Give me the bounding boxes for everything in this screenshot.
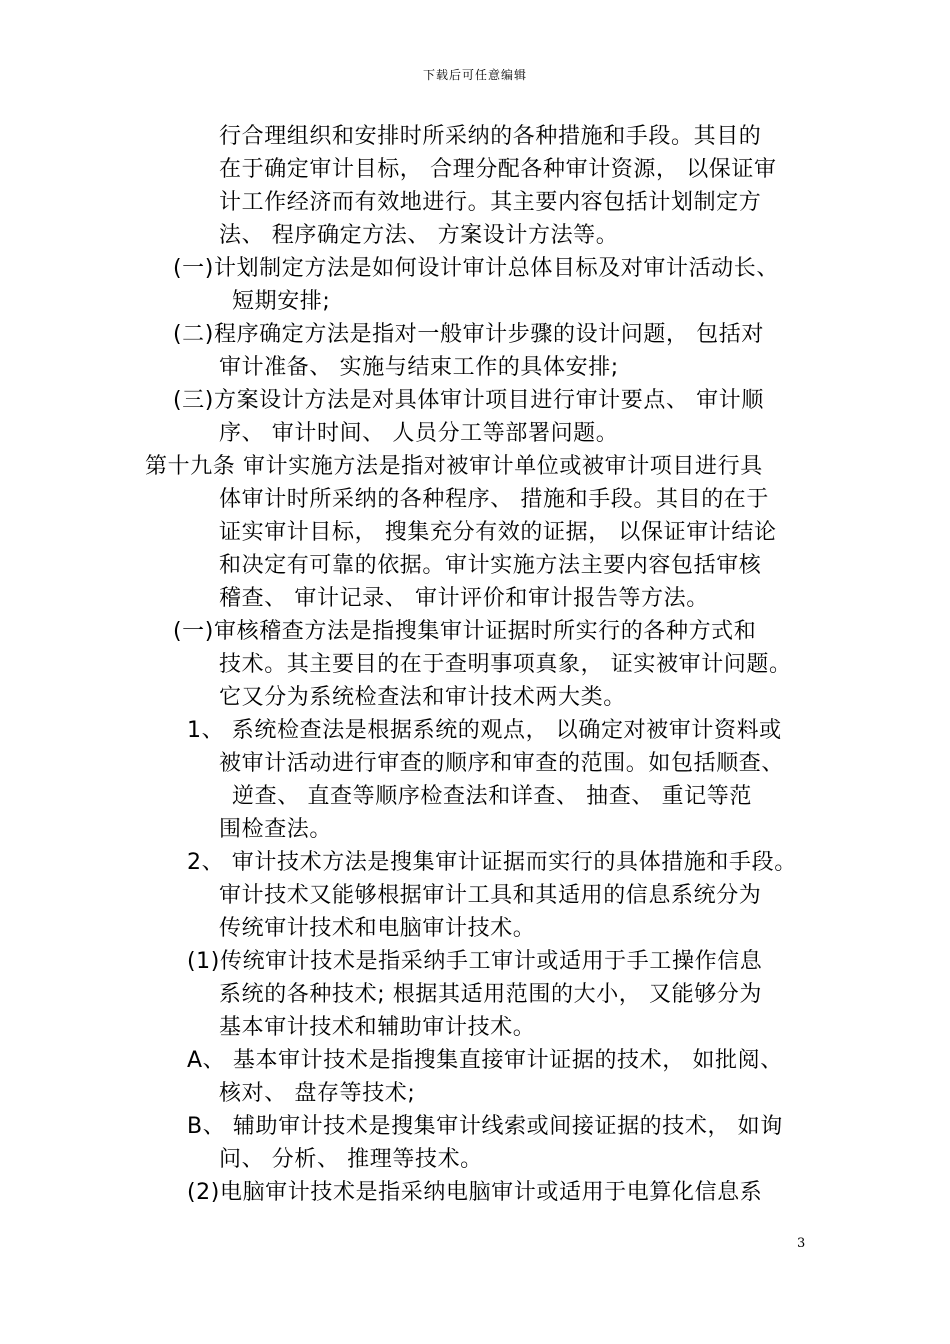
text-line: 审计技术又能够根据审计工具和其适用的信息系统分为 [219,883,762,908]
text-line: 问、 分析、 推理等技术。 [219,1147,483,1172]
text-line: (2)电脑审计技术是指采纳电脑审计或适用于电算化信息系 [187,1180,763,1205]
text-line: 逆查、 直查等顺序检查法和详查、 抽查、 重记等范 [232,784,752,809]
text-line: 法、 程序确定方法、 方案设计方法等。 [219,223,619,248]
text-line: 系统的各种技术; 根据其适用范围的大小， 又能够分为 [219,982,762,1007]
text-line: 证实审计目标， 搜集充分有效的证据， 以保证审计结论 [219,520,777,545]
text-line: 被审计活动进行审查的顺序和审查的范围。如包括顺查、 [219,751,785,776]
page-number: 3 [797,1236,806,1251]
text-line: 2、 审计技术方法是搜集审计证据而实行的具体措施和手段。 [187,850,797,875]
text-line: 审计准备、 实施与结束工作的具体安排; [219,355,619,380]
text-line: 序、 审计时间、 人员分工等部署问题。 [219,421,619,446]
text-line: 第十九条 审计实施方法是指对被审计单位或被审计项目进行具 [145,454,763,479]
text-line: (一)审核稽查方法是指搜集审计证据时所实行的各种方式和 [173,619,757,644]
text-line: 1、 系统检查法是根据系统的观点， 以确定对被审计资料或 [187,718,782,743]
text-line: 传统审计技术和电脑审计技术。 [219,916,536,941]
text-line: 计工作经济而有效地进行。其主要内容包括计划制定方 [219,190,762,215]
text-line: 稽查、 审计记录、 审计评价和审计报告等方法。 [219,586,709,611]
text-line: 在于确定审计目标， 合理分配各种审计资源， 以保证审 [219,157,777,182]
text-line: B、 辅助审计技术是搜集审计线索或间接证据的技术， 如询 [187,1114,783,1139]
text-line: 技术。其主要目的在于查明事项真象， 证实被审计问题。 [219,652,792,677]
text-line: 体审计时所采纳的各种程序、 措施和手段。其目的在于 [219,487,769,512]
text-line: 它又分为系统检查法和审计技术两大类。 [219,685,626,710]
text-line: A、 基本审计技术是指搜集直接审计证据的技术， 如批阅、 [187,1048,783,1073]
text-line: (三)方案设计方法是对具体审计项目进行审计要点、 审计顺 [173,388,764,413]
text-line: 行合理组织和安排时所采纳的各种措施和手段。其目的 [219,124,762,149]
text-line: 核对、 盘存等技术; [219,1081,416,1106]
text-line: (1)传统审计技术是指采纳手工审计或适用于手工操作信息 [187,949,763,974]
page-header: 下载后可任意编辑 [422,68,527,82]
text-line: 围检查法。 [219,817,333,842]
text-line: 基本审计技术和辅助审计技术。 [219,1015,536,1040]
text-line: 短期安排; [232,289,331,314]
text-line: 和决定有可靠的依据。审计实施方法主要内容包括审核 [219,553,762,578]
text-line: (一)计划制定方法是如何设计审计总体目标及对审计活动长、 [173,256,779,281]
text-line: (二)程序确定方法是指对一般审计步骤的设计问题， 包括对 [173,322,764,347]
